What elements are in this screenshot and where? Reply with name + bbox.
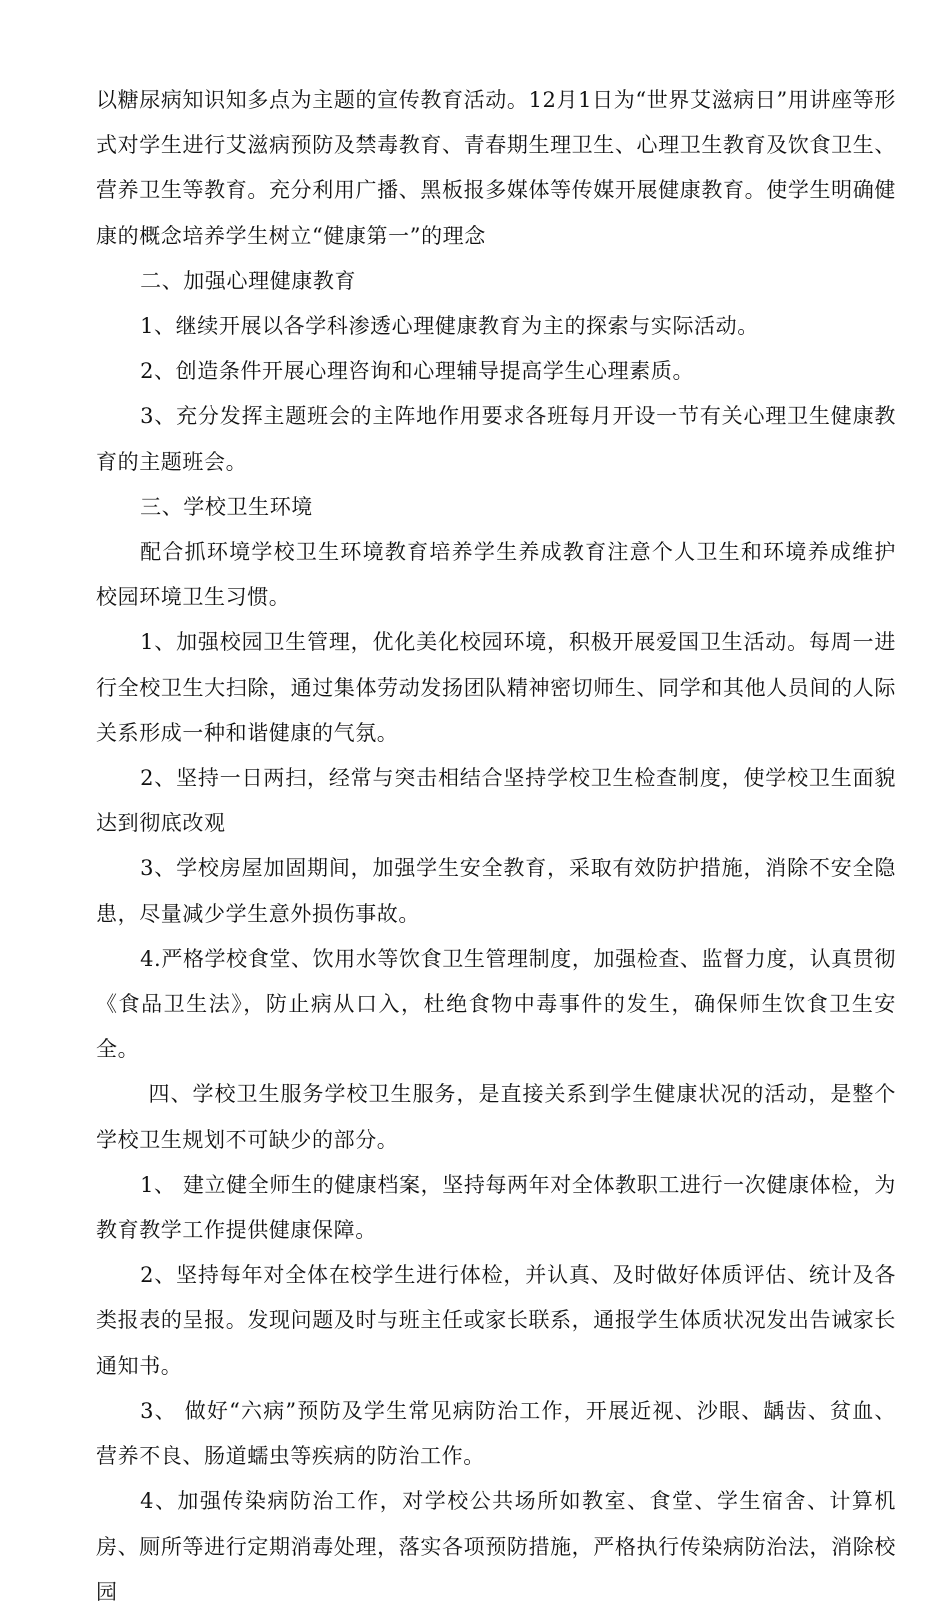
paragraph-environment-1: 1、加强校园卫生管理，优化美化校园环境，积极开展爱国卫生活动。每周一进行全校卫生大扫除，通过集体劳动发扬团队精神密切师生、同学和其他人员间的人际关系形成一种和谐健康的气氛。 (96, 630, 896, 745)
paragraph-services-4: 4、加强传染病防治工作，对学校公共场所如教室、食堂、学生宿舍、计算机房、厕所等进行定期消毒处理，落实各项预防措施，严格执行传染病防治法，消除校园 (96, 1489, 896, 1604)
heading-mental-health: 二、加强心理健康教育 (140, 268, 357, 293)
heading-health-services: 四、学校卫生服务学校卫生服务，是直接关系到学生健康状况的活动，是整个学校卫生规划不可缺少的部分。 (96, 1082, 896, 1152)
paragraph-mental-health-3: 3、充分发挥主题班会的主阵地作用要求各班每月开设一节有关心理卫生健康教育的主题班会。 (96, 404, 896, 474)
paragraph-mental-health-2: 2、创造条件开展心理咨询和心理辅导提高学生心理素质。 (140, 359, 695, 384)
heading-school-environment: 三、学校卫生环境 (140, 494, 313, 519)
paragraph-environment-2: 2、坚持一日两扫，经常与突击相结合坚持学校卫生检查制度，使学校卫生面貌达到彻底改观 (96, 766, 896, 836)
paragraph-environment-intro: 配合抓环境学校卫生环境教育培养学生养成教育注意个人卫生和环境养成维护校园环境卫生习惯。 (96, 540, 896, 610)
paragraph-intro-continuation: 以糖尿病知识知多点为主题的宣传教育活动。12月1日为“世界艾滋病日”用讲座等形式对学生进行艾滋病预防及禁毒教育、青春期生理卫生、心理卫生教育及饮食卫生、营养卫生等教育。充分利用广播、黑板报多媒体等传媒开展健康教育。使学生明确健康的概念培养学生树立“健康第一”的理念 (96, 88, 896, 248)
paragraph-environment-3: 3、学校房屋加固期间，加强学生安全教育，采取有效防护措施，消除不安全隐患，尽量减少学生意外损伤事故。 (96, 856, 896, 926)
paragraph-services-1: 1、 建立健全师生的健康档案，坚持每两年对全体教职工进行一次健康体检，为教育教学工作提供健康保障。 (96, 1172, 896, 1243)
paragraph-environment-4: 4.严格学校食堂、饮用水等饮食卫生管理制度，加强检查、监督力度，认真贯彻《食品卫生法》，防止病从口入，杜绝食物中毒事件的发生，确保师生饮食卫生安全。 (96, 946, 896, 1062)
paragraph-services-2: 2、坚持每年对全体在校学生进行体检，并认真、及时做好体质评估、统计及各类报表的呈报。发现问题及时与班主任或家长联系，通报学生体质状况发出告诫家长通知书。 (96, 1263, 896, 1378)
paragraph-mental-health-1: 1、继续开展以各学科渗透心理健康教育为主的探索与实际活动。 (140, 314, 759, 339)
document-body (96, 78, 896, 1615)
paragraph-services-3: 3、 做好“六病”预防及学生常见病防治工作，开展近视、沙眼、龋齿、贫血、营养不良、肠道蠕虫等疾病的防治工作。 (96, 1398, 896, 1469)
